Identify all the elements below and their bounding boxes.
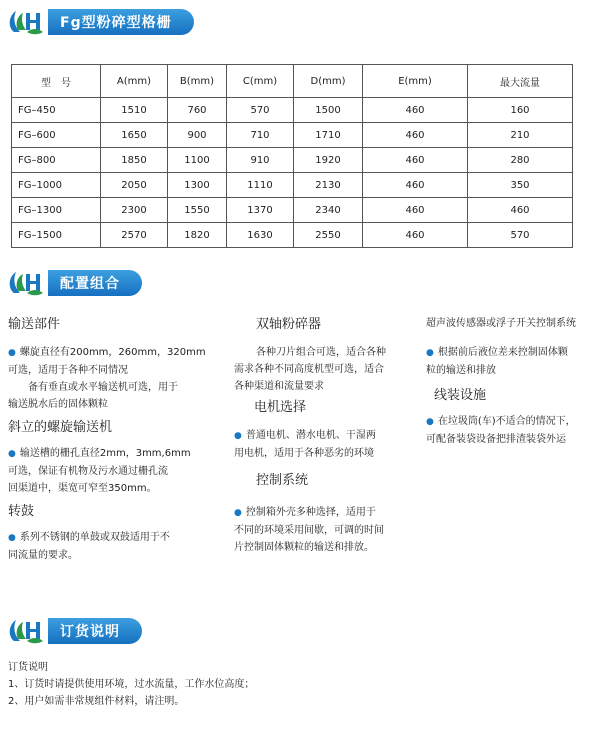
section-heading-sensor-control: 超声波传感器或浮子开关控制系统: [426, 318, 576, 329]
cell-c: 1630: [227, 223, 294, 248]
spec-banner-title: Fg型粉碎型格栅: [48, 9, 194, 35]
section-heading-motor: 电机选择: [254, 400, 307, 415]
bullet-icon: ●: [426, 348, 434, 358]
cell-e: 460: [363, 173, 468, 198]
text-line: 在垃圾筒(车)不适合的情况下，: [437, 416, 576, 427]
spec-table: [11, 64, 573, 248]
cell-model: FG–800: [12, 148, 101, 173]
cell-max-flow: 160: [468, 98, 573, 123]
text-line: 回渠道中，渠宽可窄至350mm。: [8, 483, 157, 494]
order-note-line: 2、用户如需非常规组件材料，请注明。: [8, 696, 185, 707]
table-row: [12, 98, 573, 123]
config-column-2: [234, 316, 424, 556]
cell-d: 1920: [294, 148, 363, 173]
cell-a: 1650: [101, 123, 168, 148]
cell-e: 460: [363, 223, 468, 248]
cell-c: 710: [227, 123, 294, 148]
text-line: 片控制固体颗粒的输送和排放。: [234, 542, 374, 553]
cell-max-flow: 460: [468, 198, 573, 223]
cell-d: 1500: [294, 98, 363, 123]
order-notes: [8, 659, 254, 710]
text-line: 螺旋直径有200mm，260mm，320mm: [19, 347, 206, 358]
text-line: 需求各种不同高度机型可选，适合: [234, 364, 384, 375]
company-logo-icon: [6, 267, 46, 299]
section-heading-control: 控制系统: [256, 473, 309, 488]
text-line: 同流量的要求。: [8, 550, 78, 561]
text-line: 各种刀片组合可选，适合各种: [256, 347, 386, 358]
cell-b: 1100: [168, 148, 227, 173]
col-header-c: C(mm): [227, 65, 294, 98]
section-heading-shredder: 双轴粉碎器: [256, 317, 322, 332]
cell-c: 1110: [227, 173, 294, 198]
cell-e: 460: [363, 123, 468, 148]
cell-model: FG–600: [12, 123, 101, 148]
col-header-e: E(mm): [363, 65, 468, 98]
text-line: 输送槽的栅孔直径2mm，3mm,6mm: [19, 448, 191, 459]
col-header-model: 型 号: [12, 65, 101, 98]
cell-max-flow: 570: [468, 223, 573, 248]
cell-b: 900: [168, 123, 227, 148]
cell-b: 1550: [168, 198, 227, 223]
config-column-3: [426, 316, 602, 448]
cell-b: 760: [168, 98, 227, 123]
order-note-line: 1、订货时请提供使用环境，过水流量，工作水位高度；: [8, 679, 255, 690]
section-heading-drum: 转鼓: [8, 504, 35, 519]
bullet-icon: ●: [234, 431, 242, 441]
cell-max-flow: 350: [468, 173, 573, 198]
text-line: 系列不锈钢的单鼓或双鼓适用于不: [19, 532, 170, 543]
cell-e: 460: [363, 148, 468, 173]
text-line: 各种渠道和流量要求: [234, 381, 324, 392]
col-header-max-flow: 最大流量: [468, 65, 573, 98]
section-heading-inclined-screw: 斜立的螺旋输送机: [8, 420, 113, 435]
bullet-icon: ●: [234, 508, 242, 518]
cell-e: 460: [363, 198, 468, 223]
config-column-1: [8, 316, 238, 564]
order-banner-title: 订货说明: [48, 618, 142, 644]
table-row: [12, 148, 573, 173]
cell-a: 1850: [101, 148, 168, 173]
text-line: 根据前后液位差来控制固体颗: [437, 347, 568, 358]
cell-c: 910: [227, 148, 294, 173]
cell-b: 1820: [168, 223, 227, 248]
cell-d: 2340: [294, 198, 363, 223]
text-line: 用电机，适用于各种恶劣的环境: [234, 448, 374, 459]
col-header-a: A(mm): [101, 65, 168, 98]
company-logo-icon: [6, 6, 46, 38]
cell-a: 2570: [101, 223, 168, 248]
table-row: [12, 123, 573, 148]
bullet-icon: ●: [8, 449, 16, 459]
text-line: 可配备装袋设备把排渣装袋外运: [426, 434, 566, 445]
order-notes-heading: 订货说明: [8, 662, 48, 673]
cell-d: 2130: [294, 173, 363, 198]
text-line: 普通电机、潜水电机、干湿两: [245, 430, 376, 441]
cell-model: FG–1300: [12, 198, 101, 223]
cell-a: 2300: [101, 198, 168, 223]
cell-max-flow: 280: [468, 148, 573, 173]
cell-c: 1370: [227, 198, 294, 223]
bullet-icon: ●: [8, 348, 16, 358]
cell-d: 1710: [294, 123, 363, 148]
cell-a: 2050: [101, 173, 168, 198]
section-heading-bagging: 线装设施: [434, 388, 487, 403]
table-row: [12, 173, 573, 198]
text-line: 输送脱水后的固体颗粒: [8, 399, 108, 410]
cell-max-flow: 210: [468, 123, 573, 148]
table-row: [12, 223, 573, 248]
cell-a: 1510: [101, 98, 168, 123]
config-banner: [6, 267, 142, 299]
text-line: 备有垂直或水平输送机可选，用于: [28, 382, 178, 393]
table-row: [12, 198, 573, 223]
cell-b: 1300: [168, 173, 227, 198]
cell-c: 570: [227, 98, 294, 123]
col-header-b: B(mm): [168, 65, 227, 98]
text-line: 可选，适用于各种不同情况: [8, 365, 128, 376]
text-line: 可选，保证有机物及污水通过栅孔流: [8, 466, 168, 477]
cell-e: 460: [363, 98, 468, 123]
spec-banner: [6, 6, 194, 38]
bullet-icon: ●: [426, 417, 434, 427]
cell-model: FG–450: [12, 98, 101, 123]
company-logo-icon: [6, 615, 46, 647]
cell-model: FG–1500: [12, 223, 101, 248]
cell-d: 2550: [294, 223, 363, 248]
table-header-row: [12, 65, 573, 98]
section-heading-conveyor: 输送部件: [8, 317, 61, 332]
col-header-d: D(mm): [294, 65, 363, 98]
text-line: 粒的输送和排放: [426, 365, 496, 376]
bullet-icon: ●: [8, 533, 16, 543]
text-line: 不同的环境采用间歇，可调的时间: [234, 525, 384, 536]
config-banner-title: 配置组合: [48, 270, 142, 296]
text-line: 控制箱外壳多种选择，适用于: [245, 507, 376, 518]
cell-model: FG–1000: [12, 173, 101, 198]
order-banner: [6, 615, 142, 647]
